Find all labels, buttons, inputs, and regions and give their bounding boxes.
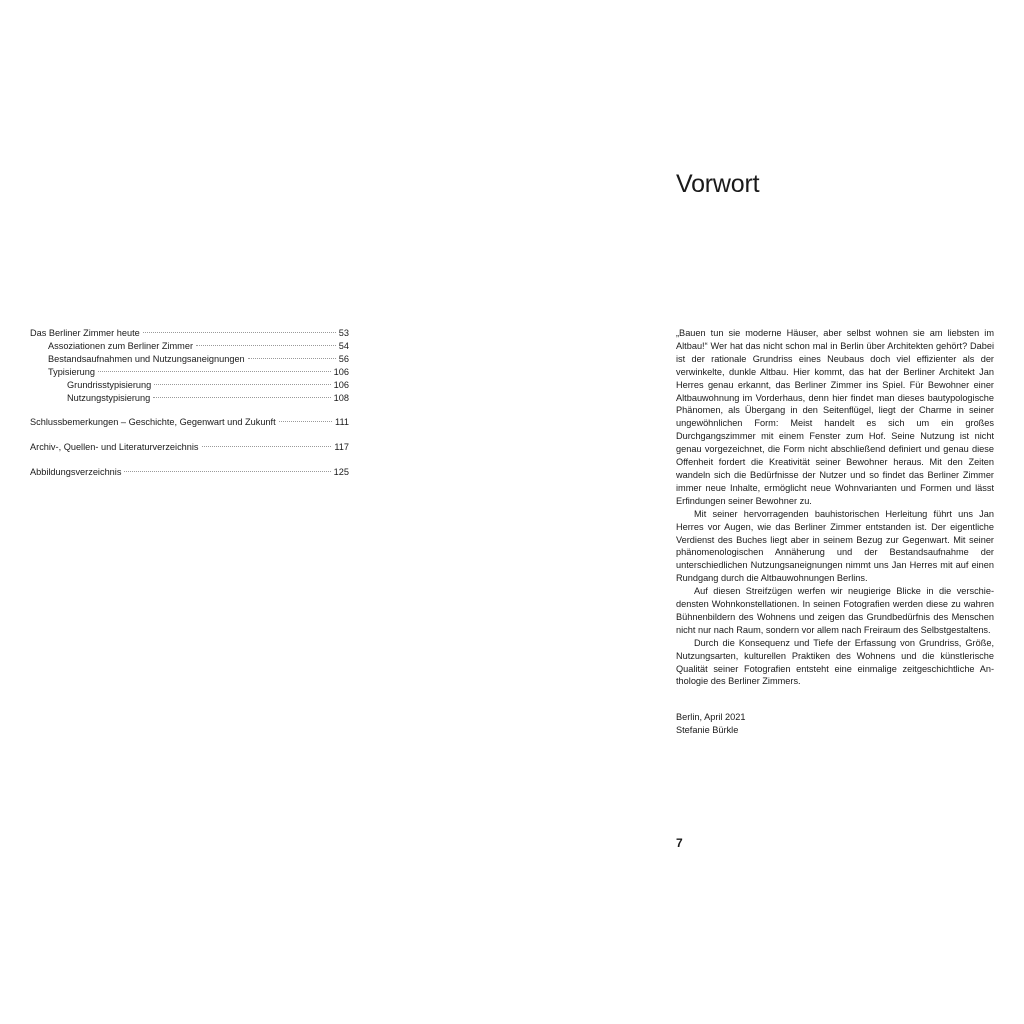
toc-entry-title: Typisierung — [48, 366, 95, 377]
foreword-heading: Vorwort — [676, 170, 760, 198]
toc-dot-leader — [153, 397, 330, 398]
foreword-signature — [676, 711, 745, 737]
toc-entry-page: 117 — [334, 442, 349, 453]
toc-dot-leader — [124, 471, 330, 472]
toc-entry-title: Archiv-, Quellen- und Literaturverzeichnis — [30, 442, 199, 453]
signature-place-date: Berlin, April 2021 — [676, 712, 746, 722]
toc-entry-page: 53 — [338, 328, 349, 338]
toc-entry-page: 106 — [333, 366, 349, 377]
toc-entry — [30, 392, 349, 405]
toc-entry-page: 111 — [335, 417, 349, 428]
toc-entry-page: 108 — [333, 392, 349, 403]
toc-entry-title: Schlussbemerkungen – Geschichte, Gegenwart und Zukunft — [30, 417, 276, 428]
toc-entry-page: 54 — [338, 340, 349, 351]
foreword-paragraph: Auf diesen Streifzügen werfen wir neugierige Blicke in die verschiedensten Wohnkonstellationen. In seinen Fotografien werden diese zu wahren Bühnenbildern des Wohnens und zeigen das Grundbedürfnis des Menschen nicht nur nach Raum, sondern vor allem nach Freiraum des Selbstgestaltens. — [676, 586, 994, 635]
toc-dot-leader — [154, 384, 330, 385]
toc-entry — [30, 366, 349, 379]
page-number: 7 — [676, 836, 683, 850]
toc-entry-title: Das Berliner Zimmer heute — [30, 328, 140, 338]
toc-entry — [30, 416, 349, 429]
toc-entry — [30, 327, 349, 340]
toc-entry-title: Grundrisstypisierung — [67, 379, 152, 390]
toc-dot-leader — [279, 421, 332, 422]
signature-author: Stefanie Bürkle — [676, 724, 739, 735]
toc-dot-leader — [248, 358, 336, 359]
toc-dot-leader — [98, 371, 331, 372]
foreword-paragraph: Mit seiner hervorragenden bauhistorischen Herleitung führt uns Jan Herres vor Augen, wie das Berliner Zimmer entstanden ist. Der eigentliche Verdienst des Buches liegt aber in seinem Bezug zur Gegenwart. Mit seiner phänomenologischen Annäherung und der Bestandsaufnahme der unterschiedlichen Nutzungsaneignungen nimmt uns Jan Herres mit auf einen Rundgang durch die Altbauwohnungen Berlins. — [676, 508, 994, 584]
foreword-paragraph: „Bauen tun sie moderne Häuser, aber selbst wohnen sie am liebsten im Altbau!“ Wer hat das nicht schon mal in Berlin über Architekten gehört? Dabei ist der rationale Grundriss eines Neubaus doch viel effizienter als der verwinkelte, dunkle Altbau. Hier kommt, das hat der Berliner Architekt Jan Herres genau erkannt, das Berliner Zimmer ins Spiel. Für Bewohner einer Altbauwohnung im Vorderhaus, denn hier findet man dieses bautypologische Phänomen, als Übergang in den Seitenflügel, liegt der Charme in seiner ungewöhnlichen Form: Meist handelt es sich um ein großes Durchgangszimmer mit einem Fenster zum Hof. Seine Nutzung ist nicht genau vorgezeichnet, die Form nicht abschließend definiert und genau diese Offenheit fordert die Kreativität seiner Bewohner heraus. Mit den Zeiten wandeln sich die Bedürfnisse der Nutzer und so findet das Berliner Zimmer immer neue Inhalte, ermöglicht neue Wohnvarianten und Formen und lässt Erfindungen seiner Bewohner zu. — [676, 328, 994, 506]
toc-dot-leader — [202, 446, 332, 447]
toc-entry — [30, 379, 349, 392]
toc-entry-page: 106 — [333, 379, 349, 390]
toc-entry-title: Assoziationen zum Berliner Zimmer — [48, 340, 194, 351]
foreword-body — [676, 327, 994, 688]
toc-entry — [30, 353, 349, 366]
toc-entry-title: Abbildungsverzeichnis — [30, 467, 122, 478]
toc-entry-page: 125 — [333, 467, 349, 478]
toc-dot-leader — [196, 345, 336, 346]
toc-entry-title: Bestandsaufnahmen und Nutzungsaneignungen — [48, 353, 245, 364]
toc-entry — [30, 466, 349, 479]
toc-entry — [30, 441, 349, 454]
toc-dot-leader — [143, 332, 336, 333]
toc-entry-title: Nutzungstypisierung — [67, 392, 151, 403]
table-of-contents — [30, 327, 349, 479]
toc-entry-page: 56 — [338, 353, 349, 364]
toc-entry — [30, 340, 349, 353]
foreword-paragraph: Durch die Konsequenz und Tiefe der Erfassung von Grundriss, Größe, Nutzungsarten, kulturellen Praktiken des Wohnens und die künstlerische Qualität seiner Fotografien entsteht eine einmalige zeitgeschichtliche Anthologie des Berliner Zimmers. — [676, 637, 994, 687]
